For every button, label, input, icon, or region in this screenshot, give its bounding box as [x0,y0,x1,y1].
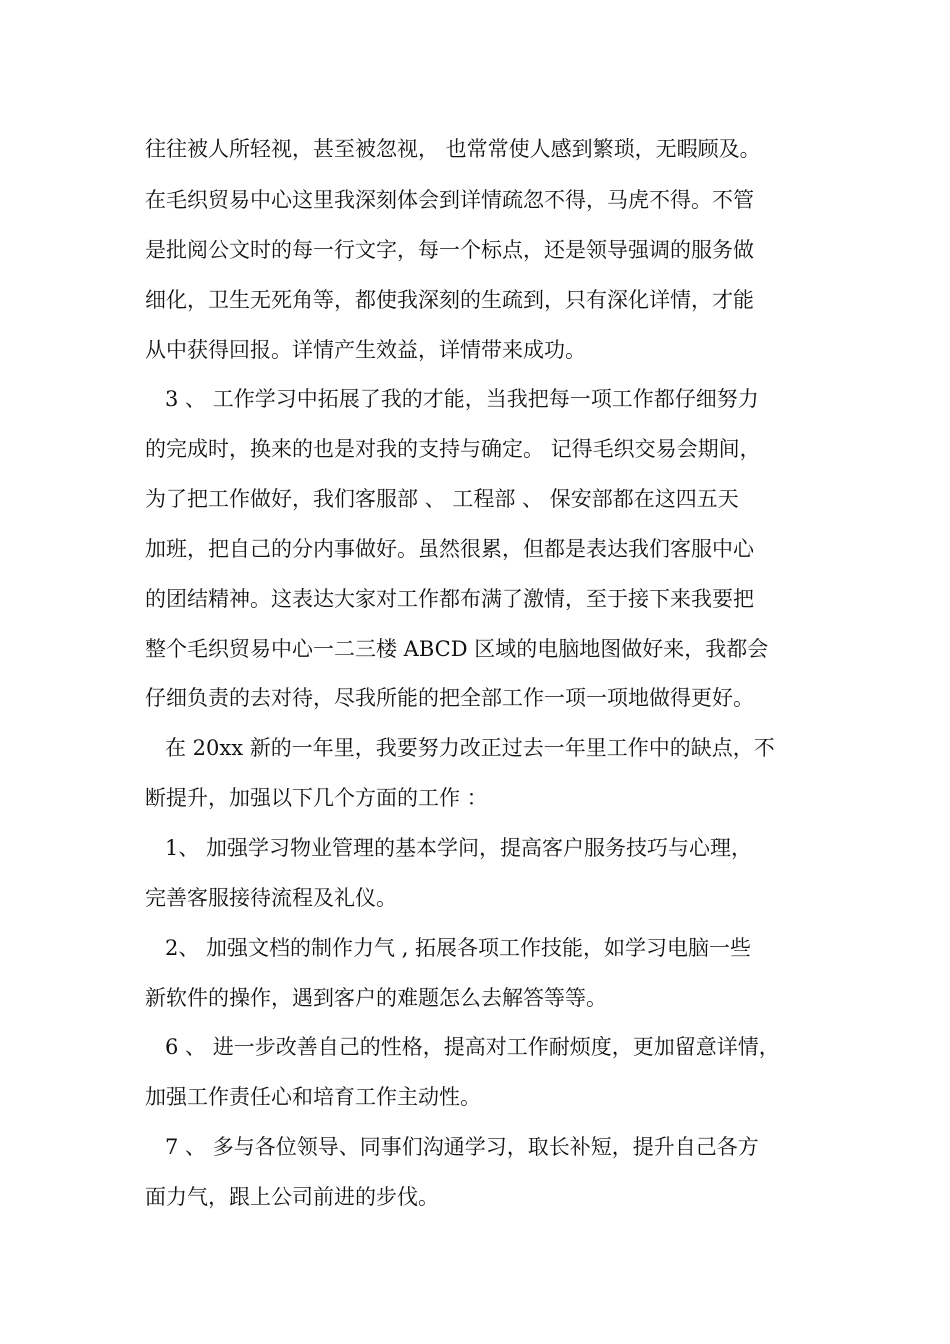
text-line-3: 是批阅公文时的每一行文字，每一个标点，还是领导强调的服务做 [145,238,754,262]
text-line-4: 细化，卫生无死角等，都使我深刻的生疏到，只有深化详情，才能 [145,288,754,312]
text-line-18: 新软件的操作，遇到客户的难题怎么去解答等等。 [145,986,607,1010]
text-line-2: 在毛织贸易中心这里我深刻体会到详情疏忽不得，马虎不得。不管 [145,188,754,212]
text-line-17: 2、 加强文档的制作力气 , 拓展各项工作技能，如学习电脑一些 [165,936,752,960]
text-line-15: 1、 加强学习物业管理的基本学问，提高客户服务技巧与心理， [165,836,753,860]
text-line-13: 在 20xx 新的一年里，我要努力改正过去一年里工作中的缺点，不 [165,736,775,760]
text-line-22: 面力气，跟上公司前进的步伐。 [145,1185,439,1209]
text-line-16: 完善客服接待流程及礼仪。 [145,886,397,910]
text-line-5: 从中获得回报。详情产生效益，详情带来成功。 [145,338,586,362]
text-line-19: 6 、 进一步改善自己的性格，提高对工作耐烦度，更加留意详情， [165,1035,780,1059]
text-line-11: 整个毛织贸易中心一二三楼 ABCD 区域的电脑地图做好来，我都会 [145,637,769,661]
text-line-1: 往往被人所轻视，甚至被忽视， 也常常使人感到繁琐，无暇顾及。 [145,137,761,161]
text-line-9: 加班，把自己的分内事做好。虽然很累，但都是表达我们客服中心 [145,537,754,561]
text-line-12: 仔细负责的去对待，尽我所能的把全部工作一项一项地做得更好。 [145,686,754,710]
text-line-14: 断提升，加强以下几个方面的工作 ： [145,786,488,810]
text-line-20: 加强工作责任心和培育工作主动性。 [145,1085,481,1109]
text-line-8: 为了把工作做好，我们客服部 、 工程部 、 保安部都在这四五天 [145,487,739,511]
text-line-6: 3 、 工作学习中拓展了我的才能，当我把每一项工作都仔细努力 [165,387,759,411]
text-line-7: 的完成时，换来的也是对我的支持与确定。 记得毛织交易会期间， [145,437,761,461]
text-line-21: 7 、 多与各位领导、同事们沟通学习，取长补短，提升自己各方 [165,1135,759,1159]
text-line-10: 的团结精神。这表达大家对工作都布满了激情，至于接下来我要把 [145,587,754,611]
